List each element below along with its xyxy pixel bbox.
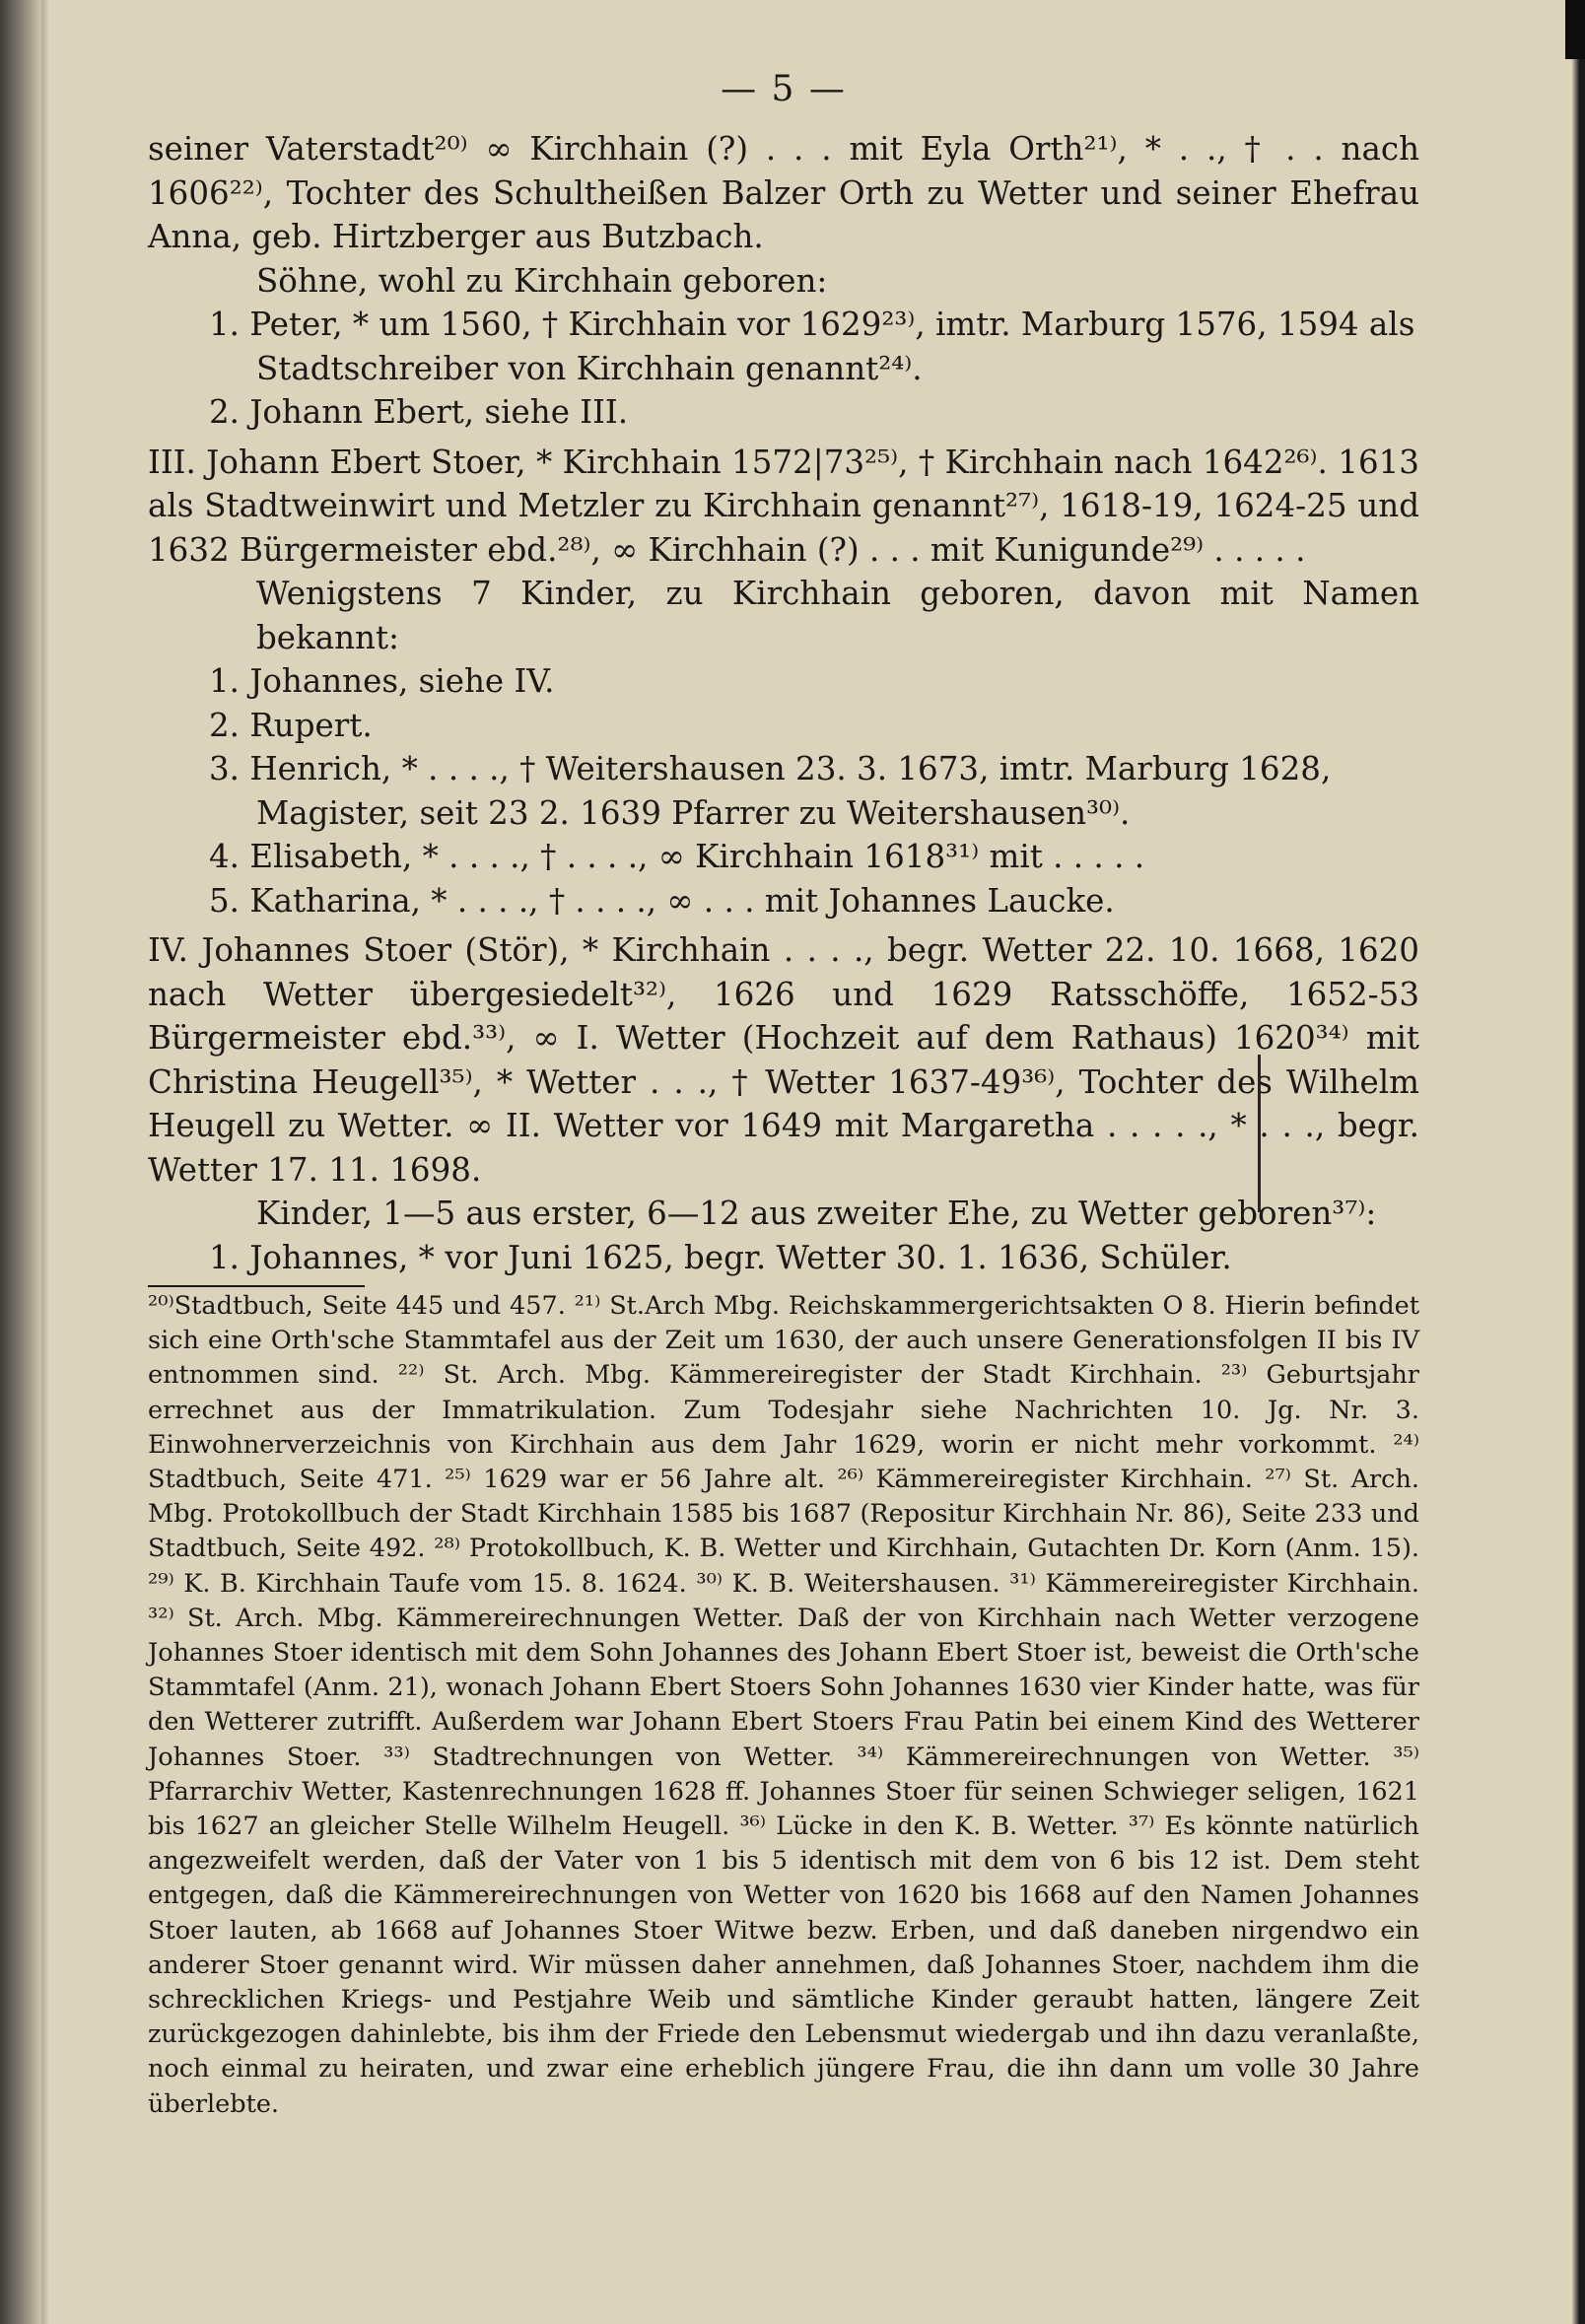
- section-3-child-4: 4. Elisabeth, * . . . ., † . . . ., ∞ Kirchhain 1618³¹⁾ mit . . . . .: [209, 838, 1145, 875]
- book-page: [148, 69, 1419, 2122]
- footnote-rule: [148, 1285, 365, 1287]
- sons-intro: Söhne, wohl zu Kirchhain geboren:: [256, 261, 828, 300]
- section-3-text: III. Johann Ebert Stoer, * Kirchhain 1572|73²⁵⁾, † Kirchhain nach 1642²⁶⁾. 1613 als Stadtweinwirt und Metzler zu Kirchhain genannt²⁷⁾, 1618-19, 1624-25 und 1632 Bürgermeister ebd.²⁸⁾, ∞ Kirchhain (?) . . . mit Kunigunde²⁹⁾ . . . . .: [148, 443, 1419, 569]
- section-3-child-1: 1. Johannes, siehe IV.: [209, 662, 555, 700]
- book-spine-shadow: [0, 0, 41, 2324]
- section-3-child-2: 2. Rupert.: [209, 706, 373, 744]
- section-3-child-3: 3. Henrich, * . . . ., † Weitershausen 23. 3. 1673, imtr. Marburg 1628, Magister, seit 23 2. 1639 Pfarrer zu Weitershausen³⁰⁾.: [209, 750, 1332, 832]
- corner-tab: [1565, 0, 1585, 59]
- main-text: [148, 127, 1419, 1279]
- page-number: — 5 —: [721, 69, 847, 109]
- footnotes: ²⁰⁾Stadtbuch, Seite 445 und 457. ²¹⁾ St.Arch Mbg. Reichskammergerichtsakten O 8. Hierin befindet sich eine Orth'sche Stammtafel aus der Zeit um 1630, der auch unsere Generationsfolgen II bis IV entnommen sind. ²²⁾ St. Arch. Mbg. Kämmereiregister der Stadt Kirchhain. ²³⁾ Geburtsjahr errechnet aus der Immatrikulation. Zum Todesjahr siehe Nachrichten 10. Jg. Nr. 3. Einwohnerverzeichnis von Kirchhain aus dem Jahr 1629, worin er nicht mehr vorkommt. ²⁴⁾ Stadtbuch, Seite 471. ²⁵⁾ 1629 war er 56 Jahre alt. ²⁶⁾ Kämmereiregister Kirchhain. ²⁷⁾ St. Arch. Mbg. Protokollbuch der Stadt Kirchhain 1585 bis 1687 (Repositur Kirchhain Nr. 86), Seite 233 und Stadtbuch, Seite 492. ²⁸⁾ Protokollbuch, K. B. Wetter und Kirchhain, Gutachten Dr. Korn (Anm. 15). ²⁹⁾ K. B. Kirchhain Taufe vom 15. 8. 1624. ³⁰⁾ K. B. Weitershausen. ³¹⁾ Kämmereiregister Kirchhain. ³²⁾ St. Arch. Mbg. Kämmereirechnungen Wetter. Daß der von Kirchhain nach Wetter verzogene Johannes Stoer identisch mit dem Sohn Johannes des Johann Ebert Stoer ist, beweist die Orth'sche Stammtafel (Anm. 21), wonach Johann Ebert Stoers Sohn Johannes 1630 vier Kinder hatte, was für den Wetterer zutrifft. Außerdem war Johann Ebert Stoers Frau Patin bei einem Kind des Wetterer Johannes Stoer. ³³⁾ Stadtrechnungen von Wetter. ³⁴⁾ Kämmereirechnungen von Wetter. ³⁵⁾ Pfarrarchiv Wetter, Kastenrechnungen 1628 ff. Johannes Stoer für seinen Schwieger seligen, 1621 bis 1627 an gleicher Stelle Wilhelm Heugell. ³⁶⁾ Lücke in den K. B. Wetter. ³⁷⁾ Es könnte natürlich angezweifelt werden, daß der Vater von 1 bis 5 identisch mit dem von 6 bis 12 ist. Dem steht entgegen, daß die Kämmereirechnungen von Wetter von 1620 bis 1668 auf den Namen Johannes Stoer lauten, ab 1668 auf Johannes Stoer Witwe bezw. Erben, und daß daneben nirgendwo ein anderer Stoer genannt wird. Wir müssen daher annehmen, daß Johannes Stoer, nachdem ihm die schrecklichen Kriegs- und Pestjahre Weib und sämtliche Kinder geraubt hatten, längere Zeit zurückgezogen dahinlebte, bis ihm der Friede den Lebensmut wiedergab und ihn dazu veranlaßte, noch einmal zu heiraten, und zwar eine erheblich jüngere Frau, die ihn dann um volle 30 Jahre überlebte.: [148, 1291, 1419, 2119]
- son-1: 1. Peter, * um 1560, † Kirchhain vor 1629²³⁾, imtr. Marburg 1576, 1594 als Stadtschreiber von Kirchhain genannt²⁴⁾.: [209, 306, 1415, 387]
- section-4-child-1: 1. Johannes, * vor Juni 1625, begr. Wetter 30. 1. 1636, Schüler.: [209, 1238, 1232, 1276]
- section-3-child-5: 5. Katharina, * . . . ., † . . . ., ∞ . . . mit Johannes Laucke.: [209, 881, 1115, 920]
- section-3-children-intro: Wenigstens 7 Kinder, zu Kirchhain geboren, davon mit Namen bekannt:: [256, 575, 1419, 656]
- section-4-text: IV. Johannes Stoer (Stör), * Kirchhain . . . ., begr. Wetter 22. 10. 1668, 1620 nach Wetter übergesiedelt³²⁾, 1626 und 1629 Ratsschöffe, 1652-53 Bürgermeister ebd.³³⁾, ∞ I. Wetter (Hochzeit auf dem Rathaus) 1620³⁴⁾ mit Christina Heugell³⁵⁾, * Wetter . . ., † Wetter 1637-49³⁶⁾, Tochter des Wilhelm Heugell zu Wetter. ∞ II. Wetter vor 1649 mit Margaretha . . . . ., * . . ., begr. Wetter 17. 11. 1698.: [148, 931, 1419, 1189]
- page-right-edge: [1571, 0, 1585, 2324]
- section-4-children-intro: Kinder, 1—5 aus erster, 6—12 aus zweiter Ehe, zu Wetter geboren³⁷⁾:: [256, 1195, 1377, 1232]
- son-2: 2. Johann Ebert, siehe III.: [209, 393, 629, 431]
- page-gutter: [41, 0, 49, 2324]
- margin-pencil-mark: [1258, 1055, 1261, 1212]
- section-2-continuation: seiner Vaterstadt²⁰⁾ ∞ Kirchhain (?) . . . mit Eyla Orth²¹⁾, * . ., † . . nach 1606²²⁾, Tochter des Schultheißen Balzer Orth zu Wetter und seiner Ehefrau Anna, geb. Hirtzberger aus Butzbach.: [148, 130, 1419, 255]
